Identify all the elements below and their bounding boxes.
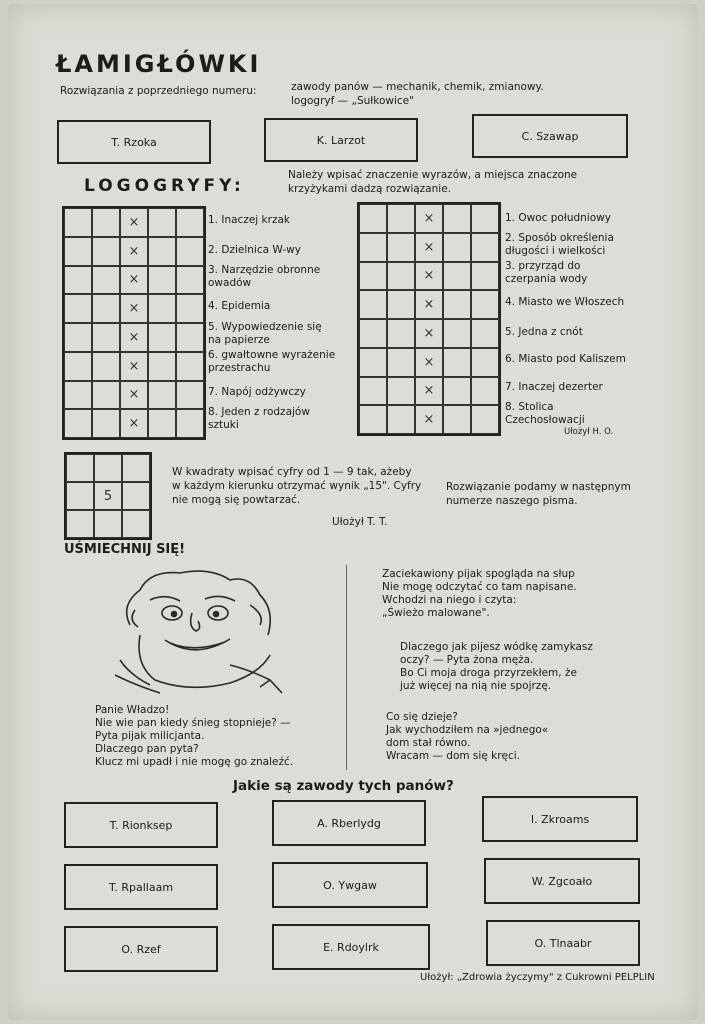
logogryf-right-cell bbox=[443, 405, 471, 434]
logogryf-right-cell bbox=[471, 405, 499, 434]
magic-square-signed: Ułożył T. T. bbox=[332, 516, 388, 528]
page-title: ŁAMIGŁÓWKI bbox=[56, 50, 262, 78]
clue-left-2: 2. Dzielnica W-wy bbox=[208, 244, 301, 256]
drunk-man-illustration bbox=[110, 565, 290, 700]
logogryf-right-cell bbox=[359, 262, 387, 291]
footer-credit: Ułożył: „Zdrowia życzymy" z Cukrowni PELPLIN bbox=[420, 972, 655, 983]
joke-4-line-3: dom stał równo. bbox=[386, 737, 471, 749]
joke-4-line-2: Jak wychodziłem na »jednego« bbox=[386, 724, 549, 736]
logogryf-right-cell bbox=[359, 319, 387, 348]
logogryf-left-cell bbox=[92, 409, 120, 438]
joke-3-line-3: Bo Ci moja droga przyrzekłem, że bbox=[400, 667, 577, 679]
magic-square-cell bbox=[66, 454, 94, 482]
logogryf-left-cell bbox=[64, 266, 92, 295]
joke-3-line-1: Dlaczego jak pijesz wódkę zamykasz bbox=[400, 641, 593, 653]
joke-1-line-5: Klucz mi upadł i nie mogę go znaleźć. bbox=[95, 756, 294, 768]
logogryf-right-cell bbox=[387, 348, 415, 377]
joke-3-line-4: już więcej na nią nie spojrzę. bbox=[400, 680, 552, 692]
logogryf-left-marked-cell: × bbox=[120, 266, 148, 295]
occupation-box-4: T. Rpallaam bbox=[64, 864, 218, 910]
clue-left-5: 5. Wypowiedzenie się na papierze bbox=[208, 321, 322, 346]
logogryf-left-marked-cell: × bbox=[120, 409, 148, 438]
joke-2 bbox=[382, 568, 652, 620]
logogryf-left-cell bbox=[176, 266, 204, 295]
logogryf-right-cell bbox=[471, 262, 499, 291]
joke-4 bbox=[386, 711, 646, 763]
logogryf-right-cell bbox=[443, 348, 471, 377]
logogryfy-title: LOGOGRYFY: bbox=[84, 176, 245, 196]
occupation-box-8: E. Rdoylrk bbox=[272, 924, 430, 970]
logogryf-right-cell bbox=[443, 262, 471, 291]
clue-right-8: 8. Stolica Czechosłowacji bbox=[505, 401, 585, 426]
logogryf-left-cell bbox=[148, 409, 176, 438]
column-divider bbox=[346, 565, 347, 770]
logogryf-left-cell bbox=[64, 294, 92, 323]
logogryf-left-cell bbox=[92, 266, 120, 295]
magic-square-cell bbox=[122, 482, 150, 510]
logogryf-left-cell bbox=[92, 352, 120, 381]
magic-square bbox=[64, 452, 152, 540]
logogryf-left-marked-cell: × bbox=[120, 237, 148, 266]
logogryf-right-cell bbox=[387, 233, 415, 262]
logogryf-right-cell bbox=[471, 290, 499, 319]
logogryf-grid-right bbox=[357, 202, 501, 436]
logogryf-left-cell bbox=[176, 237, 204, 266]
logogryf-right-cell bbox=[443, 233, 471, 262]
joke-1-line-1: Panie Władzo! bbox=[95, 704, 170, 716]
clue-right-2: 2. Sposób określenia długości i wielkości bbox=[505, 232, 614, 257]
logogryf-right-marked-cell: × bbox=[415, 319, 443, 348]
clue-right-7: 7. Inaczej dezerter bbox=[505, 381, 603, 393]
clue-left-4: 4. Epidemia bbox=[208, 300, 271, 312]
logogryf-right-cell bbox=[387, 377, 415, 406]
logogryf-right-marked-cell: × bbox=[415, 348, 443, 377]
magic-square-text: W kwadraty wpisać cyfry od 1 — 9 tak, ażeby w każdym kierunku otrzymać wynik „15". Cyfry nie mogą się powtarzać. bbox=[172, 466, 422, 506]
clue-right-1: 1. Owoc południowy bbox=[505, 212, 611, 224]
occupation-box-3: I. Zkroams bbox=[482, 796, 638, 842]
joke-1-line-4: Dlaczego pan pyta? bbox=[95, 743, 199, 755]
logogryf-right-cell bbox=[359, 348, 387, 377]
magic-square-cell bbox=[122, 454, 150, 482]
occupation-box-1: T. Rionksep bbox=[64, 802, 218, 848]
occupation-box-9: O. Tlnaabr bbox=[486, 920, 640, 966]
logogryf-right-cell bbox=[471, 348, 499, 377]
occupation-box-6: W. Zgcoało bbox=[484, 858, 640, 904]
logogryf-right-cell bbox=[359, 204, 387, 233]
logogryf-left-cell bbox=[92, 294, 120, 323]
logogryf-right-cell bbox=[387, 405, 415, 434]
joke-2-line-2: Nie mogę odczytać co tam napisane. bbox=[382, 581, 577, 593]
logogryf-left-cell bbox=[176, 352, 204, 381]
logogryf-left-cell bbox=[148, 352, 176, 381]
logogryf-right-cell bbox=[471, 233, 499, 262]
magic-square-center-cell: 5 bbox=[94, 482, 122, 510]
logogryf-left-cell bbox=[92, 381, 120, 410]
logogryf-left-cell bbox=[64, 352, 92, 381]
logogryf-left-cell bbox=[64, 208, 92, 237]
logogryf-right-cell bbox=[387, 290, 415, 319]
logogryf-left-cell bbox=[92, 208, 120, 237]
logogryf-left-cell bbox=[148, 323, 176, 352]
clue-left-3: 3. Narzędzie obronne owadów bbox=[208, 264, 321, 289]
logogryf-left-cell bbox=[64, 381, 92, 410]
logogryf-right-cell bbox=[387, 319, 415, 348]
logogryf-left-cell bbox=[176, 294, 204, 323]
occupation-box-2: A. Rberlydg bbox=[272, 800, 426, 846]
logogryf-left-cell bbox=[64, 409, 92, 438]
joke-3 bbox=[400, 641, 660, 693]
occupation-box-7: O. Rzef bbox=[64, 926, 218, 972]
logogryf-right-cell bbox=[471, 319, 499, 348]
logogryf-left-cell bbox=[92, 323, 120, 352]
clue-left-7: 7. Napój odżywczy bbox=[208, 386, 306, 398]
riddle-box-1: T. Rzoka bbox=[57, 120, 211, 164]
logogryf-right-cell bbox=[387, 262, 415, 291]
joke-1-line-3: Pyta pijak milicjanta. bbox=[95, 730, 205, 742]
solutions-label: Rozwiązania z poprzedniego numeru: bbox=[60, 85, 257, 97]
logogryf-left-marked-cell: × bbox=[120, 208, 148, 237]
logogryf-right-cell bbox=[359, 233, 387, 262]
logogryf-left-cell bbox=[148, 266, 176, 295]
joke-2-line-4: „Świeżo malowane". bbox=[382, 607, 490, 619]
logogryf-right-marked-cell: × bbox=[415, 233, 443, 262]
solutions-line-2: logogryf — „Sułkowice" bbox=[291, 95, 414, 107]
magic-square-cell bbox=[66, 482, 94, 510]
magic-square-cell bbox=[94, 454, 122, 482]
magic-square-cell bbox=[122, 510, 150, 538]
logogryf-left-cell bbox=[92, 237, 120, 266]
clue-right-6: 6. Miasto pod Kaliszem bbox=[505, 353, 626, 365]
logogryf-right-marked-cell: × bbox=[415, 262, 443, 291]
logogryf-right-marked-cell: × bbox=[415, 377, 443, 406]
joke-2-line-1: Zaciekawiony pijak spogląda na słup bbox=[382, 568, 575, 580]
logogryf-left-cell bbox=[176, 323, 204, 352]
riddle-box-3: C. Szawap bbox=[472, 114, 628, 158]
logogryf-left-cell bbox=[148, 237, 176, 266]
logogryf-left-marked-cell: × bbox=[120, 294, 148, 323]
logogryf-right-cell bbox=[359, 405, 387, 434]
logogryf-right-marked-cell: × bbox=[415, 405, 443, 434]
logogryf-right-cell bbox=[359, 290, 387, 319]
magic-square-cell bbox=[94, 510, 122, 538]
answer-note: Rozwiązanie podamy w następnym numerze naszego pisma. bbox=[446, 481, 631, 507]
logogryf-left-marked-cell: × bbox=[120, 323, 148, 352]
clue-right-5: 5. Jedna z cnót bbox=[505, 326, 583, 338]
logogryf-right-cell bbox=[443, 377, 471, 406]
logogryf-left-cell bbox=[148, 294, 176, 323]
smile-title: UŚMIECHNIJ SIĘ! bbox=[64, 542, 186, 557]
clue-right-4: 4. Miasto we Włoszech bbox=[505, 296, 625, 308]
logogryf-right-cell bbox=[359, 377, 387, 406]
logogryf-left-cell bbox=[176, 381, 204, 410]
clue-left-1: 1. Inaczej krzak bbox=[208, 214, 290, 226]
solutions-text bbox=[291, 80, 591, 108]
logogryf-left-marked-cell: × bbox=[120, 352, 148, 381]
logogryf-right-cell bbox=[443, 290, 471, 319]
joke-1-line-2: Nie wie pan kiedy śnieg stopnieje? — bbox=[95, 717, 291, 729]
logogryf-left-marked-cell: × bbox=[120, 381, 148, 410]
riddle-box-2: K. Larzot bbox=[264, 118, 418, 162]
magic-square-cell bbox=[66, 510, 94, 538]
solutions-line-1: zawody panów — mechanik, chemik, zmianowy. bbox=[291, 81, 544, 93]
clue-right-3: 3. przyrząd do czerpania wody bbox=[505, 260, 588, 285]
logogryfy-intro: Należy wpisać znaczenie wyrazów, a miejsca znaczone krzyżykami dadzą rozwiązanie. bbox=[288, 169, 578, 195]
joke-4-line-1: Co się dzieje? bbox=[386, 711, 458, 723]
logogryf-grid-left bbox=[62, 206, 206, 440]
occupations-question: Jakie są zawody tych panów? bbox=[233, 778, 454, 794]
occupation-box-5: O. Ywgaw bbox=[272, 862, 428, 908]
joke-4-line-4: Wracam — dom się kręci. bbox=[386, 750, 520, 762]
logogryf-right-cell bbox=[387, 204, 415, 233]
clue-left-8: 8. Jeden z rodzajów sztuki bbox=[208, 406, 310, 431]
logogryf-left-cell bbox=[148, 208, 176, 237]
logogryf-right-cell bbox=[443, 319, 471, 348]
logogryf-right-marked-cell: × bbox=[415, 290, 443, 319]
logogryf-left-cell bbox=[176, 208, 204, 237]
logogryf-right-cell bbox=[471, 377, 499, 406]
logogryf-right-cell bbox=[443, 204, 471, 233]
joke-2-line-3: Wchodzi na niego i czyta: bbox=[382, 594, 517, 606]
clue-left-6: 6. gwałtowne wyrażenie przestrachu bbox=[208, 349, 336, 374]
logogryf-left-cell bbox=[176, 409, 204, 438]
logogryf-right-cell bbox=[471, 204, 499, 233]
logogryf-left-cell bbox=[148, 381, 176, 410]
logogryf-right-marked-cell: × bbox=[415, 204, 443, 233]
signed-ho: Ułożył H. O. bbox=[564, 427, 614, 437]
logogryf-left-cell bbox=[64, 237, 92, 266]
joke-1 bbox=[95, 704, 355, 769]
logogryf-left-cell bbox=[64, 323, 92, 352]
joke-3-line-2: oczy? — Pyta żona męża. bbox=[400, 654, 534, 666]
